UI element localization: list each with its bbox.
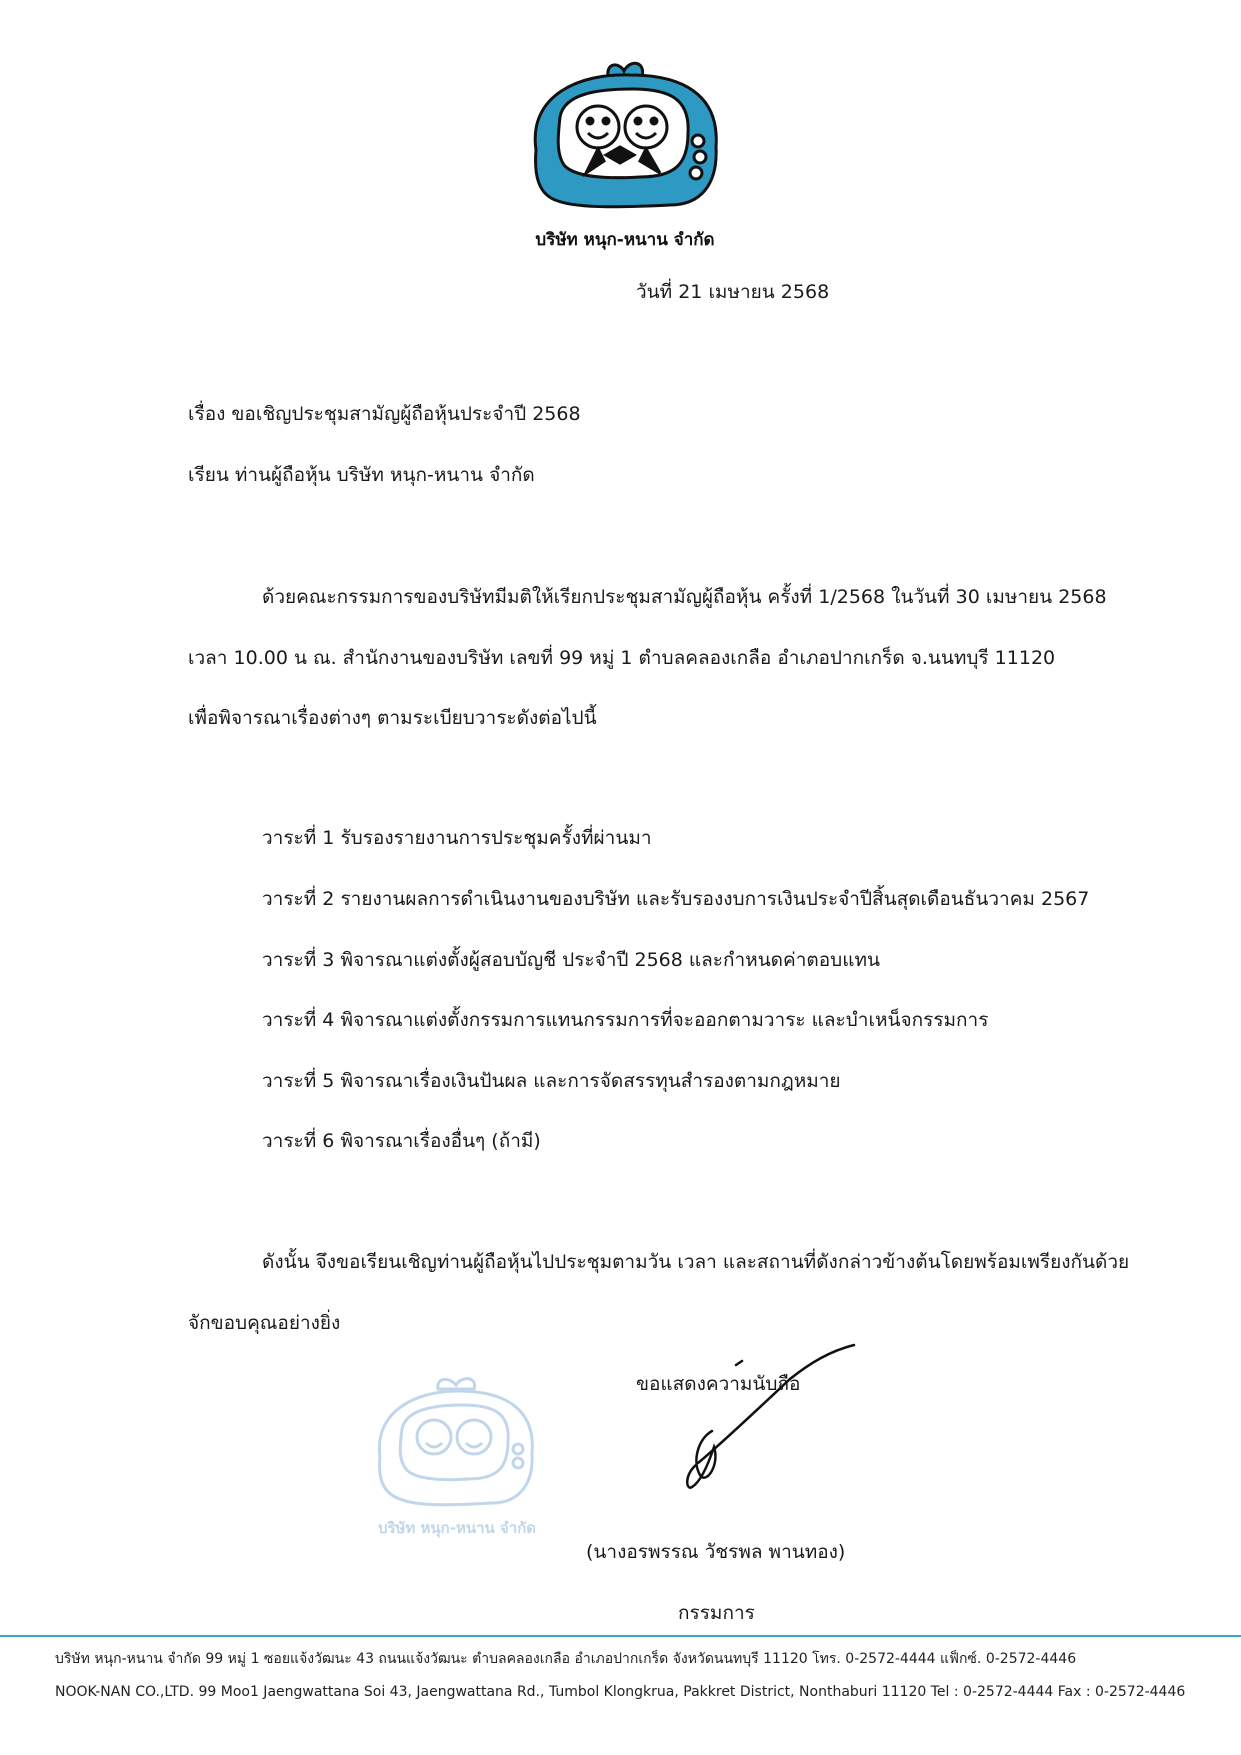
tv-smiley-logo-icon bbox=[520, 55, 730, 255]
agenda-item: วาระที่ 6 พิจารณาเรื่องอื่นๆ (ถ้ามี) bbox=[262, 1130, 541, 1152]
agenda-item: วาระที่ 1 รับรองรายงานการประชุมครั้งที่ผ่านมา bbox=[262, 827, 652, 849]
company-seal-icon bbox=[368, 1375, 546, 1545]
footer-address-thai: บริษัท หนุก-หนาน จำกัด 99 หมู่ 1 ซอยแจ้งวัฒนะ 43 ถนนแจ้งวัฒนะ ตำบลคลองเกลือ อำเภอปากเกร็ด จังหวัดนนทบุรี 11120 โทร. 0-2572-4444 แฟ็กซ์. 0-2572-4446 bbox=[55, 1651, 1077, 1667]
intro-line-1: ด้วยคณะกรรมการของบริษัทมีมติให้เรียกประชุมสามัญผู้ถือหุ้น ครั้งที่ 1/2568 ในวันที่ 30 เมษายน 2568 bbox=[262, 586, 1107, 608]
signatory-title: กรรมการ bbox=[678, 1602, 755, 1624]
footer-divider bbox=[0, 1635, 1241, 1637]
agenda-item: วาระที่ 2 รายงานผลการดำเนินงานของบริษัท และรับรองงบการเงินประจำปีสิ้นสุดเดือนธันวาคม 2567 bbox=[262, 888, 1090, 910]
intro-line-3: เพื่อพิจารณาเรื่องต่างๆ ตามระเบียบวาระดังต่อไปนี้ bbox=[188, 707, 597, 729]
closing-line-1: ดังนั้น จึงขอเรียนเชิญท่านผู้ถือหุ้นไปประชุมตามวัน เวลา และสถานที่ดังกล่าวข้างต้นโดยพร้อมเพรียงกันด้วย bbox=[262, 1251, 1130, 1273]
letter-recipient: เรียน ท่านผู้ถือหุ้น บริษัท หนุก-หนาน จำกัด bbox=[188, 464, 535, 486]
agenda-item: วาระที่ 5 พิจารณาเรื่องเงินปันผล และการจัดสรรทุนสำรองตามกฎหมาย bbox=[262, 1070, 841, 1092]
agenda-item: วาระที่ 3 พิจารณาแต่งตั้งผู้สอบบัญชี ประจำปี 2568 และกำหนดค่าตอบแทน bbox=[262, 949, 880, 971]
letter-date: วันที่ 21 เมษายน 2568 bbox=[636, 281, 830, 303]
letter-subject: เรื่อง ขอเชิญประชุมสามัญผู้ถือหุ้นประจำปี 2568 bbox=[188, 403, 581, 425]
closing-line-2: จักขอบคุณอย่างยิ่ง bbox=[188, 1312, 341, 1334]
signature-mark bbox=[640, 1335, 870, 1495]
intro-line-2: เวลา 10.00 น ณ. สำนักงานของบริษัท เลขที่ 99 หมู่ 1 ตำบลคลองเกลือ อำเภอปากเกร็ด จ.นนทบุรี 11120 bbox=[188, 647, 1056, 669]
agenda-item: วาระที่ 4 พิจารณาแต่งตั้งกรรมการแทนกรรมการที่จะออกตามวาระ และบำเหน็จกรรมการ bbox=[262, 1009, 989, 1031]
seal-text: บริษัท หนุก-หนาน จำกัด bbox=[377, 1519, 537, 1537]
regards-text: ขอแสดงความนับถือ bbox=[636, 1373, 801, 1395]
logo-brand-text: บริษัท หนุก-หนาน จำกัด bbox=[535, 230, 715, 250]
signatory-name: (นางอรพรรณ วัชรพล พานทอง) bbox=[586, 1541, 846, 1563]
footer-address-english: NOOK-NAN CO.,LTD. 99 Moo1 Jaengwattana Soi 43, Jaengwattana Rd., Tumbol Klongkrua, Pakkret District, Nonthaburi 11120 Tel : 0-2572-4444 Fax : 0-2572-4446 bbox=[55, 1684, 1186, 1700]
